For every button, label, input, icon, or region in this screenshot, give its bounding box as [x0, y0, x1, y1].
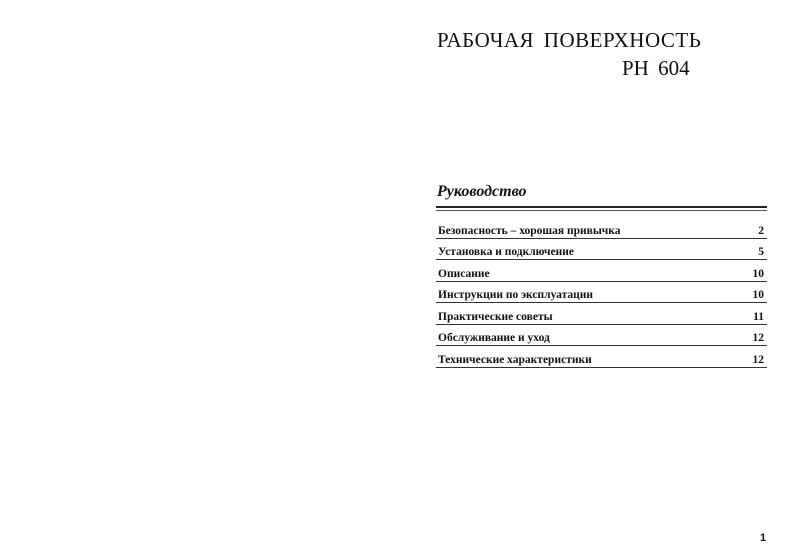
page-number: 1 [760, 532, 767, 544]
toc-heading: Руководство [437, 183, 527, 200]
toc-entry-page: 10 [752, 267, 764, 280]
toc-entry-page: 2 [758, 224, 764, 237]
toc-heading-rule-thin [436, 210, 767, 211]
toc-entry-page: 11 [753, 310, 764, 323]
toc-entry-practical-tips[interactable] [436, 303, 767, 325]
toc-entry-operating-instructions[interactable] [436, 282, 767, 304]
title-product-type: РАБОЧАЯ ПОВЕРХНОСТЬ [437, 28, 702, 52]
toc-entry-label: Инструкции по эксплуатации [438, 289, 594, 301]
toc-entry-description[interactable] [436, 260, 767, 282]
table-of-contents [436, 182, 767, 368]
toc-entry-label: Установка и подключение [438, 246, 574, 258]
toc-entry-page: 12 [752, 332, 764, 344]
toc-entry-specifications[interactable] [436, 346, 767, 368]
toc-entry-installation[interactable] [436, 239, 767, 261]
toc-heading-rule [436, 206, 767, 208]
toc-entry-label: Обслуживание и уход [438, 332, 550, 344]
toc-entry-maintenance[interactable] [436, 325, 767, 347]
title-model-number: PH 604 [622, 56, 690, 80]
toc-entry-label: Практические советы [438, 310, 553, 323]
toc-entry-label: Описание [438, 267, 490, 280]
toc-entry-label: Технические характеристики [438, 353, 592, 366]
toc-entry-page: 10 [752, 289, 764, 301]
toc-entry-page: 5 [758, 246, 764, 258]
toc-entry-page: 12 [752, 353, 764, 366]
document-title [437, 27, 737, 80]
toc-list [436, 217, 767, 368]
toc-entry-safety[interactable] [436, 217, 767, 239]
toc-entry-label: Безопасность – хорошая привычка [438, 224, 621, 237]
